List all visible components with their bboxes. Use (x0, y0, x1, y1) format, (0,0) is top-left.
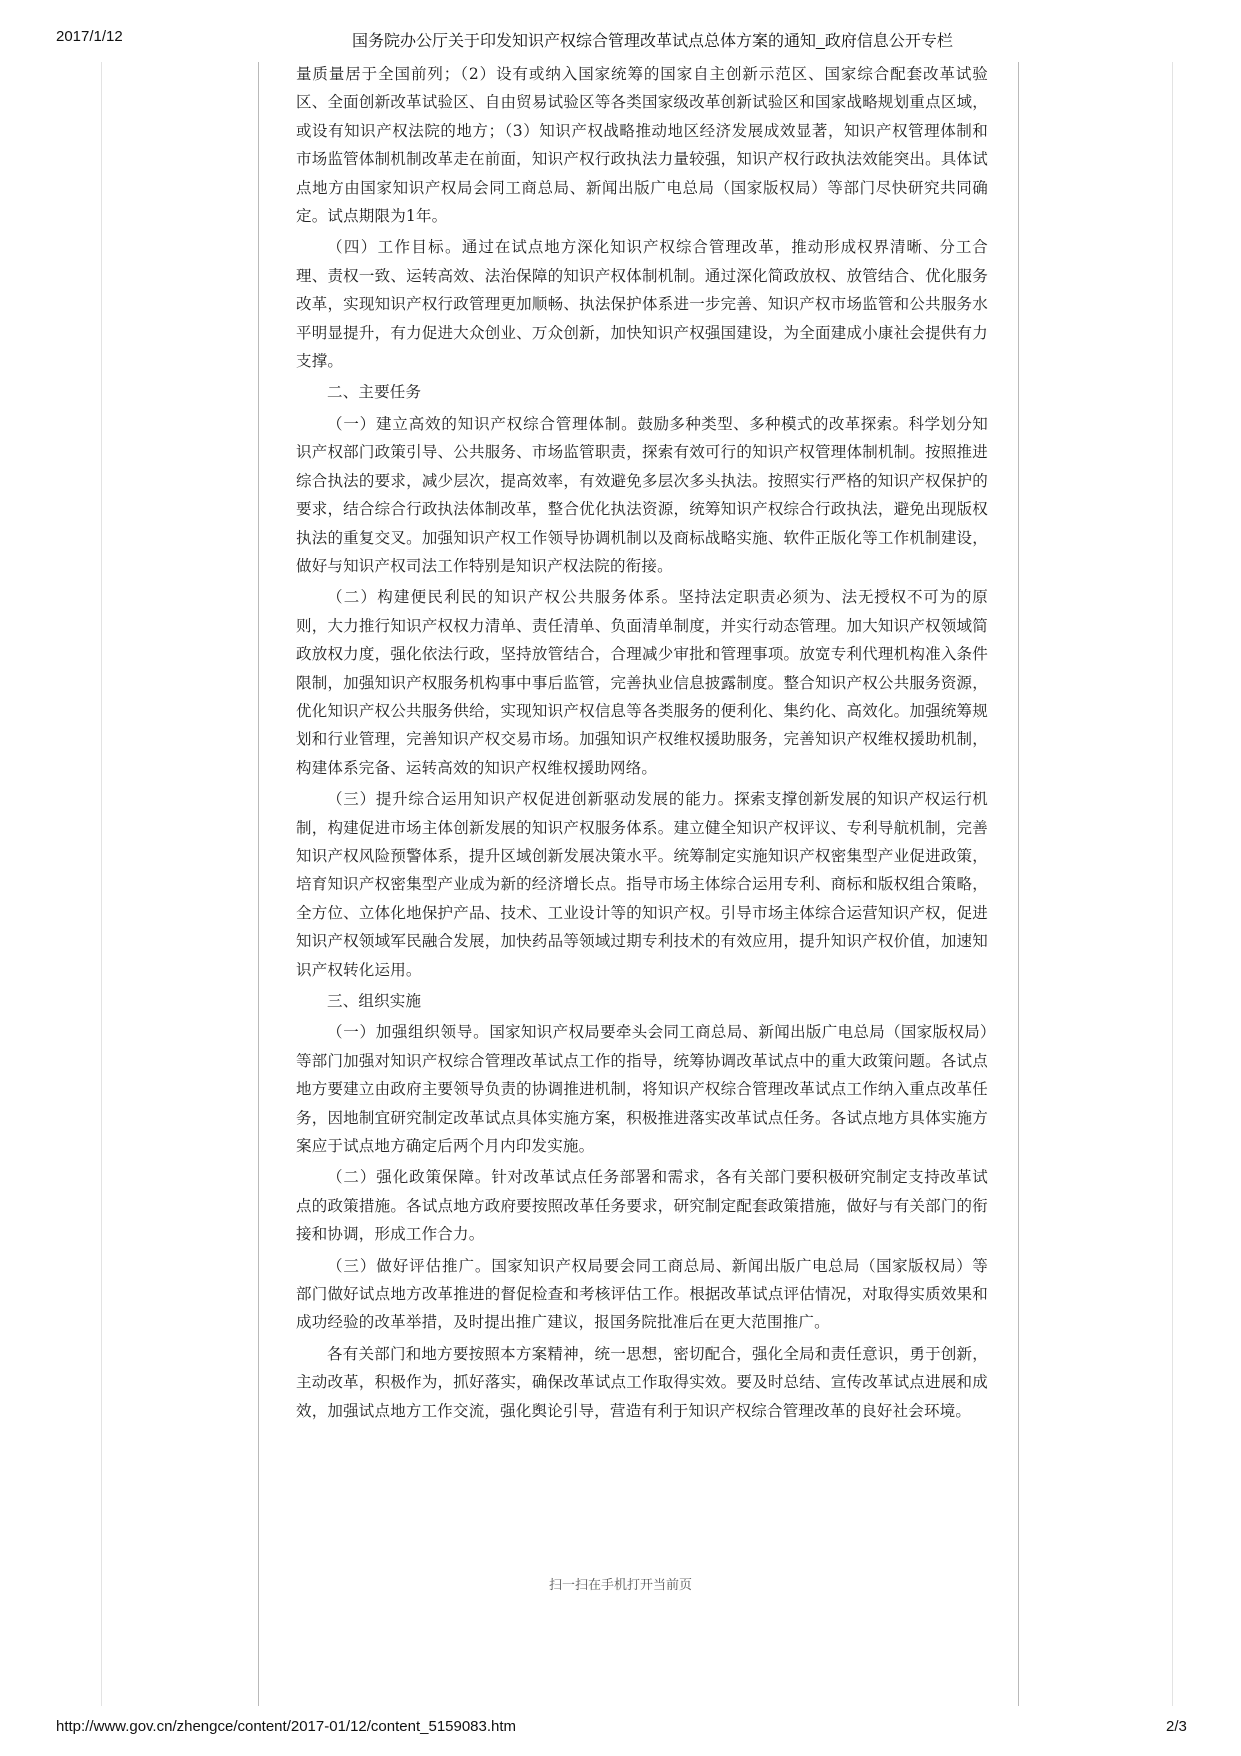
paragraph-org-2 (296, 1163, 988, 1248)
paragraph-text: 坚持法定职责必须为、法无授权不可为的原则，大力推行知识产权权力清单、责任清单、负面清单制度，并实行动态管理。加大知识产权领域简政放权力度，强化依法行政，坚持放管结合，合理减少审批和管理事项。放宽专利代理机构准入条件限制，加强知识产权服务机构事中事后监管，完善执业信息披露制度。整合知识产权公共服务资源，优化知识产权公共服务供给，实现知识产权信息等各类服务的便利化、集约化、高效化。加强统筹规划和行业管理，完善知识产权交易市场。加强知识产权维权援助服务，完善知识产权维权援助机制，构建体系完备、运转高效的知识产权维权援助网络。 (296, 588, 988, 777)
content-border-left (258, 62, 259, 1706)
paragraph-lead: （一）建立高效的知识产权综合管理体制。 (327, 414, 638, 433)
paragraph-text: 国家知识产权局要牵头会同工商总局、新闻出版广电总局（国家版权局）等部门加强对知识产权综合管理改革试点工作的指导，统筹协调改革试点中的重大政策问题。各试点地方要建立由政府主要领导负责的协调推进机制，将知识产权综合管理改革试点工作纳入重点改革任务，因地制宜研究制定改革试点具体实施方案，积极推进落实改革试点任务。各试点地方具体实施方案应于试点地方确定后两个月内印发实施。 (296, 1023, 988, 1156)
paragraph-text: 通过在试点地方深化知识产权综合管理改革，推动形成权界清晰、分工合理、责权一致、运转高效、法治保障的知识产权体制机制。通过深化简政放权、放管结合、优化服务改革，实现知识产权行政管理更加顺畅、执法保护体系进一步完善、知识产权市场监管和公共服务水平明显提升，有力促进大众创业、万众创新，加快知识产权强国建设，为全面建成小康社会提供有力支撑。 (296, 238, 988, 371)
paragraph-continued: 量质量居于全国前列；（2）设有或纳入国家统筹的国家自主创新示范区、国家综合配套改革试验区、全面创新改革试验区、自由贸易试验区等各类国家级改革创新试验区和国家战略规划重点区域，或设有知识产权法院的地方；（3）知识产权战略推动地区经济发展成效显著，知识产权管理体制和市场监管体制机制改革走在前面，知识产权行政执法力量较强，知识产权行政执法效能突出。具体试点地方由国家知识产权局会同工商总局、新闻出版广电总局（国家版权局）等部门尽快研究共同确定。试点期限为1年。 (296, 65, 988, 226)
paragraph-lead: （一）加强组织领导。 (327, 1023, 490, 1042)
paragraph-text: 国家知识产权局要会同工商总局、新闻出版广电总局（国家版权局）等部门做好试点地方改革推进的督促检查和考核评估工作。根据改革试点评估情况，对取得实质效果和成功经验的改革举措，及时提出推广建议，报国务院批准后在更大范围推广。 (296, 1256, 988, 1332)
document-body (296, 60, 988, 1428)
paragraph-lead: （三）做好评估推广。 (327, 1256, 492, 1275)
paragraph-lead: （三）提升综合运用知识产权促进创新驱动发展的能力。 (327, 790, 735, 809)
page-border-right (1172, 62, 1173, 1706)
page-url: http://www.gov.cn/zhengce/content/2017-01/12/content_5159083.htm (56, 1718, 517, 1735)
paragraph-text: 探索支撑创新发展的知识产权运行机制，构建促进市场主体创新发展的知识产权服务体系。建立健全知识产权评议、专利导航机制，完善知识产权风险预警体系，提升区域创新发展决策水平。统筹制定实施知识产权密集型产业促进政策，培育知识产权密集型产业成为新的经济增长点。指导市场主体综合运用专利、商标和版权组合策略，全方位、立体化地保护产品、技术、工业设计等的知识产权。引导市场主体综合运营知识产权，促进知识产权领域军民融合发展，加快药品等领域过期专利技术的有效应用，提升知识产权价值，加速知识产权转化运用。 (296, 790, 988, 979)
paragraph-closing: 各有关部门和地方要按照本方案精神，统一思想，密切配合，强化全局和责任意识，勇于创新，主动改革，积极作为，抓好落实，确保改革试点工作取得实效。要及时总结、宣传改革试点进展和成效，加强试点地方工作交流，强化舆论引导，营造有利于知识产权综合管理改革的良好社会环境。 (296, 1344, 988, 1420)
page-title: 国务院办公厅关于印发知识产权综合管理改革试点总体方案的通知_政府信息公开专栏 (352, 33, 953, 50)
paragraph-lead: （二）强化政策保障。 (327, 1168, 492, 1187)
print-date: 2017/1/12 (56, 28, 123, 45)
paragraph-text: 鼓励多种类型、多种模式的改革探索。科学划分知识产权部门政策引导、公共服务、市场监管职责，探索有效可行的知识产权管理体制机制。按照推进综合执法的要求，减少层次，提高效率，有效避免多层次多头执法。按照实行严格的知识产权保护的要求，结合综合行政执法体制改革，整合优化执法资源，统筹知识产权综合行政执法，避免出现版权执法的重复交叉。加强知识产权工作领导协调机制以及商标战略实施、软件正版化等工作机制建设，做好与知识产权司法工作特别是知识产权法院的衔接。 (296, 414, 989, 575)
paragraph-task-2 (296, 583, 988, 782)
paragraph-work-goals (296, 233, 988, 375)
paragraph-text: 针对改革试点任务部署和需求，各有关部门要积极研究制定支持改革试点的政策措施。各试点地方政府要按照改革任务要求，研究制定配套政策措施，做好与有关部门的衔接和协调，形成工作合力。 (296, 1168, 988, 1244)
paragraph-lead: （二）构建便民利民的知识产权公共服务体系。 (327, 588, 679, 607)
page-number: 2/3 (1166, 1718, 1187, 1735)
section-heading-implementation: 三、组织实施 (327, 992, 422, 1010)
paragraph-org-1 (296, 1018, 988, 1160)
section-heading-main-tasks: 二、主要任务 (327, 383, 422, 402)
print-footer (0, 1718, 1241, 1742)
paragraph-task-1 (296, 410, 988, 580)
scan-qr-note[interactable]: 扫一扫在手机打开当前页 (548, 1578, 692, 1593)
paragraph-org-3 (296, 1252, 988, 1337)
page-border-left (101, 62, 102, 1706)
print-header (0, 26, 1241, 50)
content-border-right (1018, 62, 1019, 1706)
paragraph-task-3 (296, 785, 988, 984)
paragraph-lead: （四）工作目标。 (327, 238, 462, 257)
